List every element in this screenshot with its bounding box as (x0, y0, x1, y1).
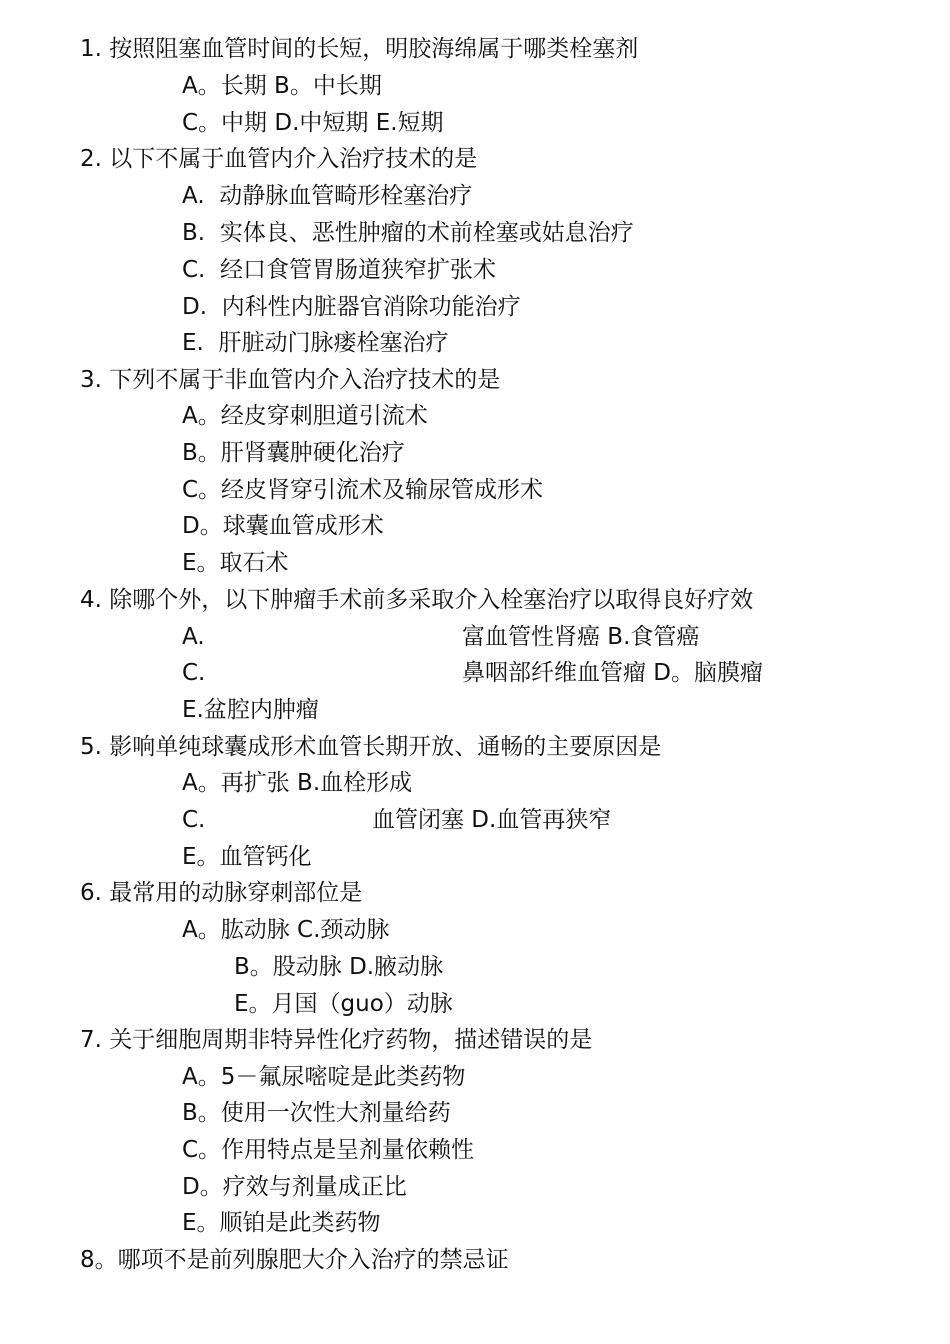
option-text: 血管闭塞 D.血管再狭窄 (372, 807, 612, 833)
question-number: 2. (80, 146, 102, 172)
option-prefix: A. (182, 624, 205, 650)
question-text: 下列不属于非血管内介入治疗技术的是 (109, 367, 501, 393)
question-4 (80, 585, 753, 615)
option-text: 富血管性肾癌 B.食管癌 (462, 624, 700, 650)
option-line: E.盆腔内肿瘤 (182, 697, 319, 723)
option-line: D。球囊血管成形术 (182, 513, 384, 539)
option-prefix: C. (182, 660, 206, 686)
option-line: A。肱动脉 C.颈动脉 (182, 917, 390, 943)
question-6 (80, 878, 362, 908)
option-line: C。中期 D.中短期 E.短期 (182, 110, 444, 136)
question-7 (80, 1025, 592, 1055)
question-text: 最常用的动脉穿刺部位是 (109, 880, 363, 906)
question-number: 5. (80, 734, 102, 760)
option-line: D。疗效与剂量成正比 (182, 1174, 407, 1200)
option-line: B。肝肾囊肿硬化治疗 (182, 440, 405, 466)
question-5 (80, 732, 661, 762)
option-line: E。血管钙化 (182, 844, 312, 870)
question-number: 4. (80, 587, 102, 613)
question-3 (80, 365, 500, 395)
option-line: C。作用特点是呈剂量依赖性 (182, 1137, 475, 1163)
option-line: E. 肝脏动门脉瘘栓塞治疗 (182, 330, 449, 356)
option-line: E。月国（guo）动脉 (234, 991, 453, 1017)
option-line: D. 内科性内脏器官消除功能治疗 (182, 294, 521, 320)
question-number: 1. (80, 36, 102, 62)
option-line: C。经皮肾穿引流术及输尿管成形术 (182, 477, 544, 503)
option-line: B。使用一次性大剂量给药 (182, 1100, 451, 1126)
option-line: A。经皮穿刺胆道引流术 (182, 403, 428, 429)
option-line: A。长期 B。中长期 (182, 73, 382, 99)
option-line: B。股动脉 D.腋动脉 (234, 954, 444, 980)
option-line: A。再扩张 B.血栓形成 (182, 770, 413, 796)
option-line: A. 动静脉血管畸形栓塞治疗 (182, 183, 473, 209)
option-text: 鼻咽部纤维血管瘤 D。脑膜瘤 (462, 660, 764, 686)
question-number: 6. (80, 880, 102, 906)
question-text: 关于细胞周期非特异性化疗药物，描述错误的是 (109, 1027, 593, 1053)
option-line: B. 实体良、恶性肿瘤的术前栓塞或姑息治疗 (182, 220, 634, 246)
question-text: 影响单纯球囊成形术血管长期开放、通畅的主要原因是 (109, 734, 662, 760)
option-line: C. 经口食管胃肠道狭窄扩张术 (182, 257, 496, 283)
option-line (182, 805, 205, 835)
question-number: 8。 (80, 1247, 118, 1273)
question-8 (80, 1245, 509, 1275)
option-line (182, 622, 205, 652)
option-line: E。取石术 (182, 550, 289, 576)
question-text: 除哪个外，以下肿瘤手术前多采取介入栓塞治疗以取得良好疗效 (109, 587, 754, 613)
question-text: 以下不属于血管内介入治疗技术的是 (109, 146, 478, 172)
option-line: E。顺铂是此类药物 (182, 1210, 381, 1236)
option-line (182, 658, 205, 688)
question-2 (80, 144, 477, 174)
question-text: 哪项不是前列腺肥大介入治疗的禁忌证 (117, 1247, 509, 1273)
question-1 (80, 34, 638, 64)
question-text: 按照阻塞血管时间的长短，明胶海绵属于哪类栓塞剂 (109, 36, 639, 62)
option-line: A。5－氟尿嘧啶是此类药物 (182, 1064, 466, 1090)
option-prefix: C. (182, 807, 206, 833)
question-number: 7. (80, 1027, 102, 1053)
question-number: 3. (80, 367, 102, 393)
